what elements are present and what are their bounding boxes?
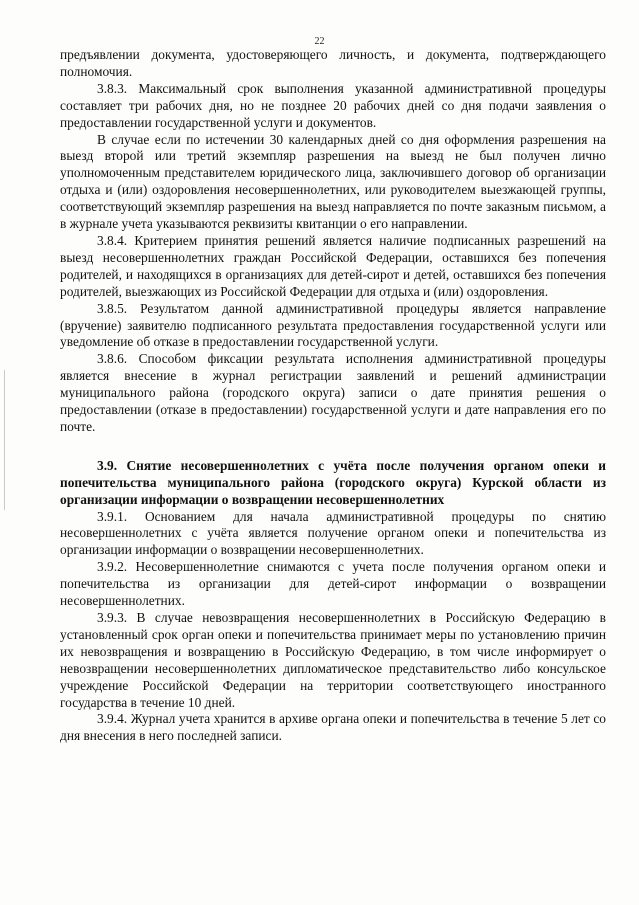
paragraph-3-9-1: 3.9.1. Основанием для начала административной процедуры по снятию несовершеннолетних с учёта является получение органом опеки и попечительства из организации информации о возвращении несовершеннолетних. [60,508,606,558]
paragraph-3-9-3: 3.9.3. В случае невозвращения несовершеннолетних в Российскую Федерацию в установленный срок орган опеки и попечительства принимает меры по установлению причин их невозвращения и возвращению в Российскую Федерацию, в том числе информирует о невозвращении несовершеннолетних дипломатическое представительство либо консульское учреждение Российской Федерации на территории соответствующего иностранного государства в течение 10 дней. [60,610,606,710]
section-heading-3-9: 3.9. Снятие несовершеннолетних с учёта после получения органом опеки и попечительства муниципального района (городского округа) Курской области из организации информации о возвращении несовершеннолетних [60,457,606,507]
paragraph-3-9-4: 3.9.4. Журнал учета хранится в архиве органа опеки и попечительства в течение 5 лет со дня внесения в него последней записи. [60,711,606,744]
paragraph-3-8-6: 3.8.6. Способом фиксации результата исполнения административной процедуры является внесение в журнал регистрации заявлений и решений администрации муниципального района (городского округа) записи о дате принятия решения о предоставлении (отказе в предоставлении) государственной услуги и дате направления его по почте. [60,351,606,434]
scan-margin-line [4,370,5,510]
document-body [60,47,606,745]
section-spacer [60,436,606,458]
paragraph-30-days: В случае если по истечении 30 календарных дней со дня оформления разрешения на выезд второй или третий экземпляр разрешения на выезд не был получен лично уполномоченным представителем юридического лица, заключившего договор об организации отдыха и (или) оздоровления несовершеннолетних, или руководителем выезжающей группы, соответствующий экземпляр разрешения на выезд направляется по почте заказным письмом, а в журнале учета указываются реквизиты квитанции о его направлении. [60,131,606,232]
paragraph-3-8-4: 3.8.4. Критерием принятия решений является наличие подписанных разрешений на выезд несовершеннолетних граждан Российской Федерации, оставшихся без попечения родителей, и находящихся в организациях для детей-сирот и детей, оставшихся без попечения родителей, выезжающих из Российской Федерации для отдыха и (или) оздоровления. [60,232,606,299]
paragraph-3-8-3: 3.8.3. Максимальный срок выполнения указанной административной процедуры составляет три рабочих дня, но не позднее 20 рабочих дней со дня подачи заявления о предоставлении государственной услуги и документов. [60,80,606,130]
paragraph-3-9-2: 3.9.2. Несовершеннолетние снимаются с учета после получения органом опеки и попечительства из организации для детей-сирот информации о возвращении несовершеннолетних. [60,559,606,609]
page-number: 22 [314,36,325,47]
paragraph-3-8-5: 3.8.5. Результатом данной административной процедуры является направление (вручение) заявителю подписанного результата предоставления государственной услуги или уведомление об отказе в предоставлении государственной услуги. [60,300,606,350]
paragraph-continuation: предъявлении документа, удостоверяющего личность, и документа, подтверждающего полномочия. [60,47,606,79]
